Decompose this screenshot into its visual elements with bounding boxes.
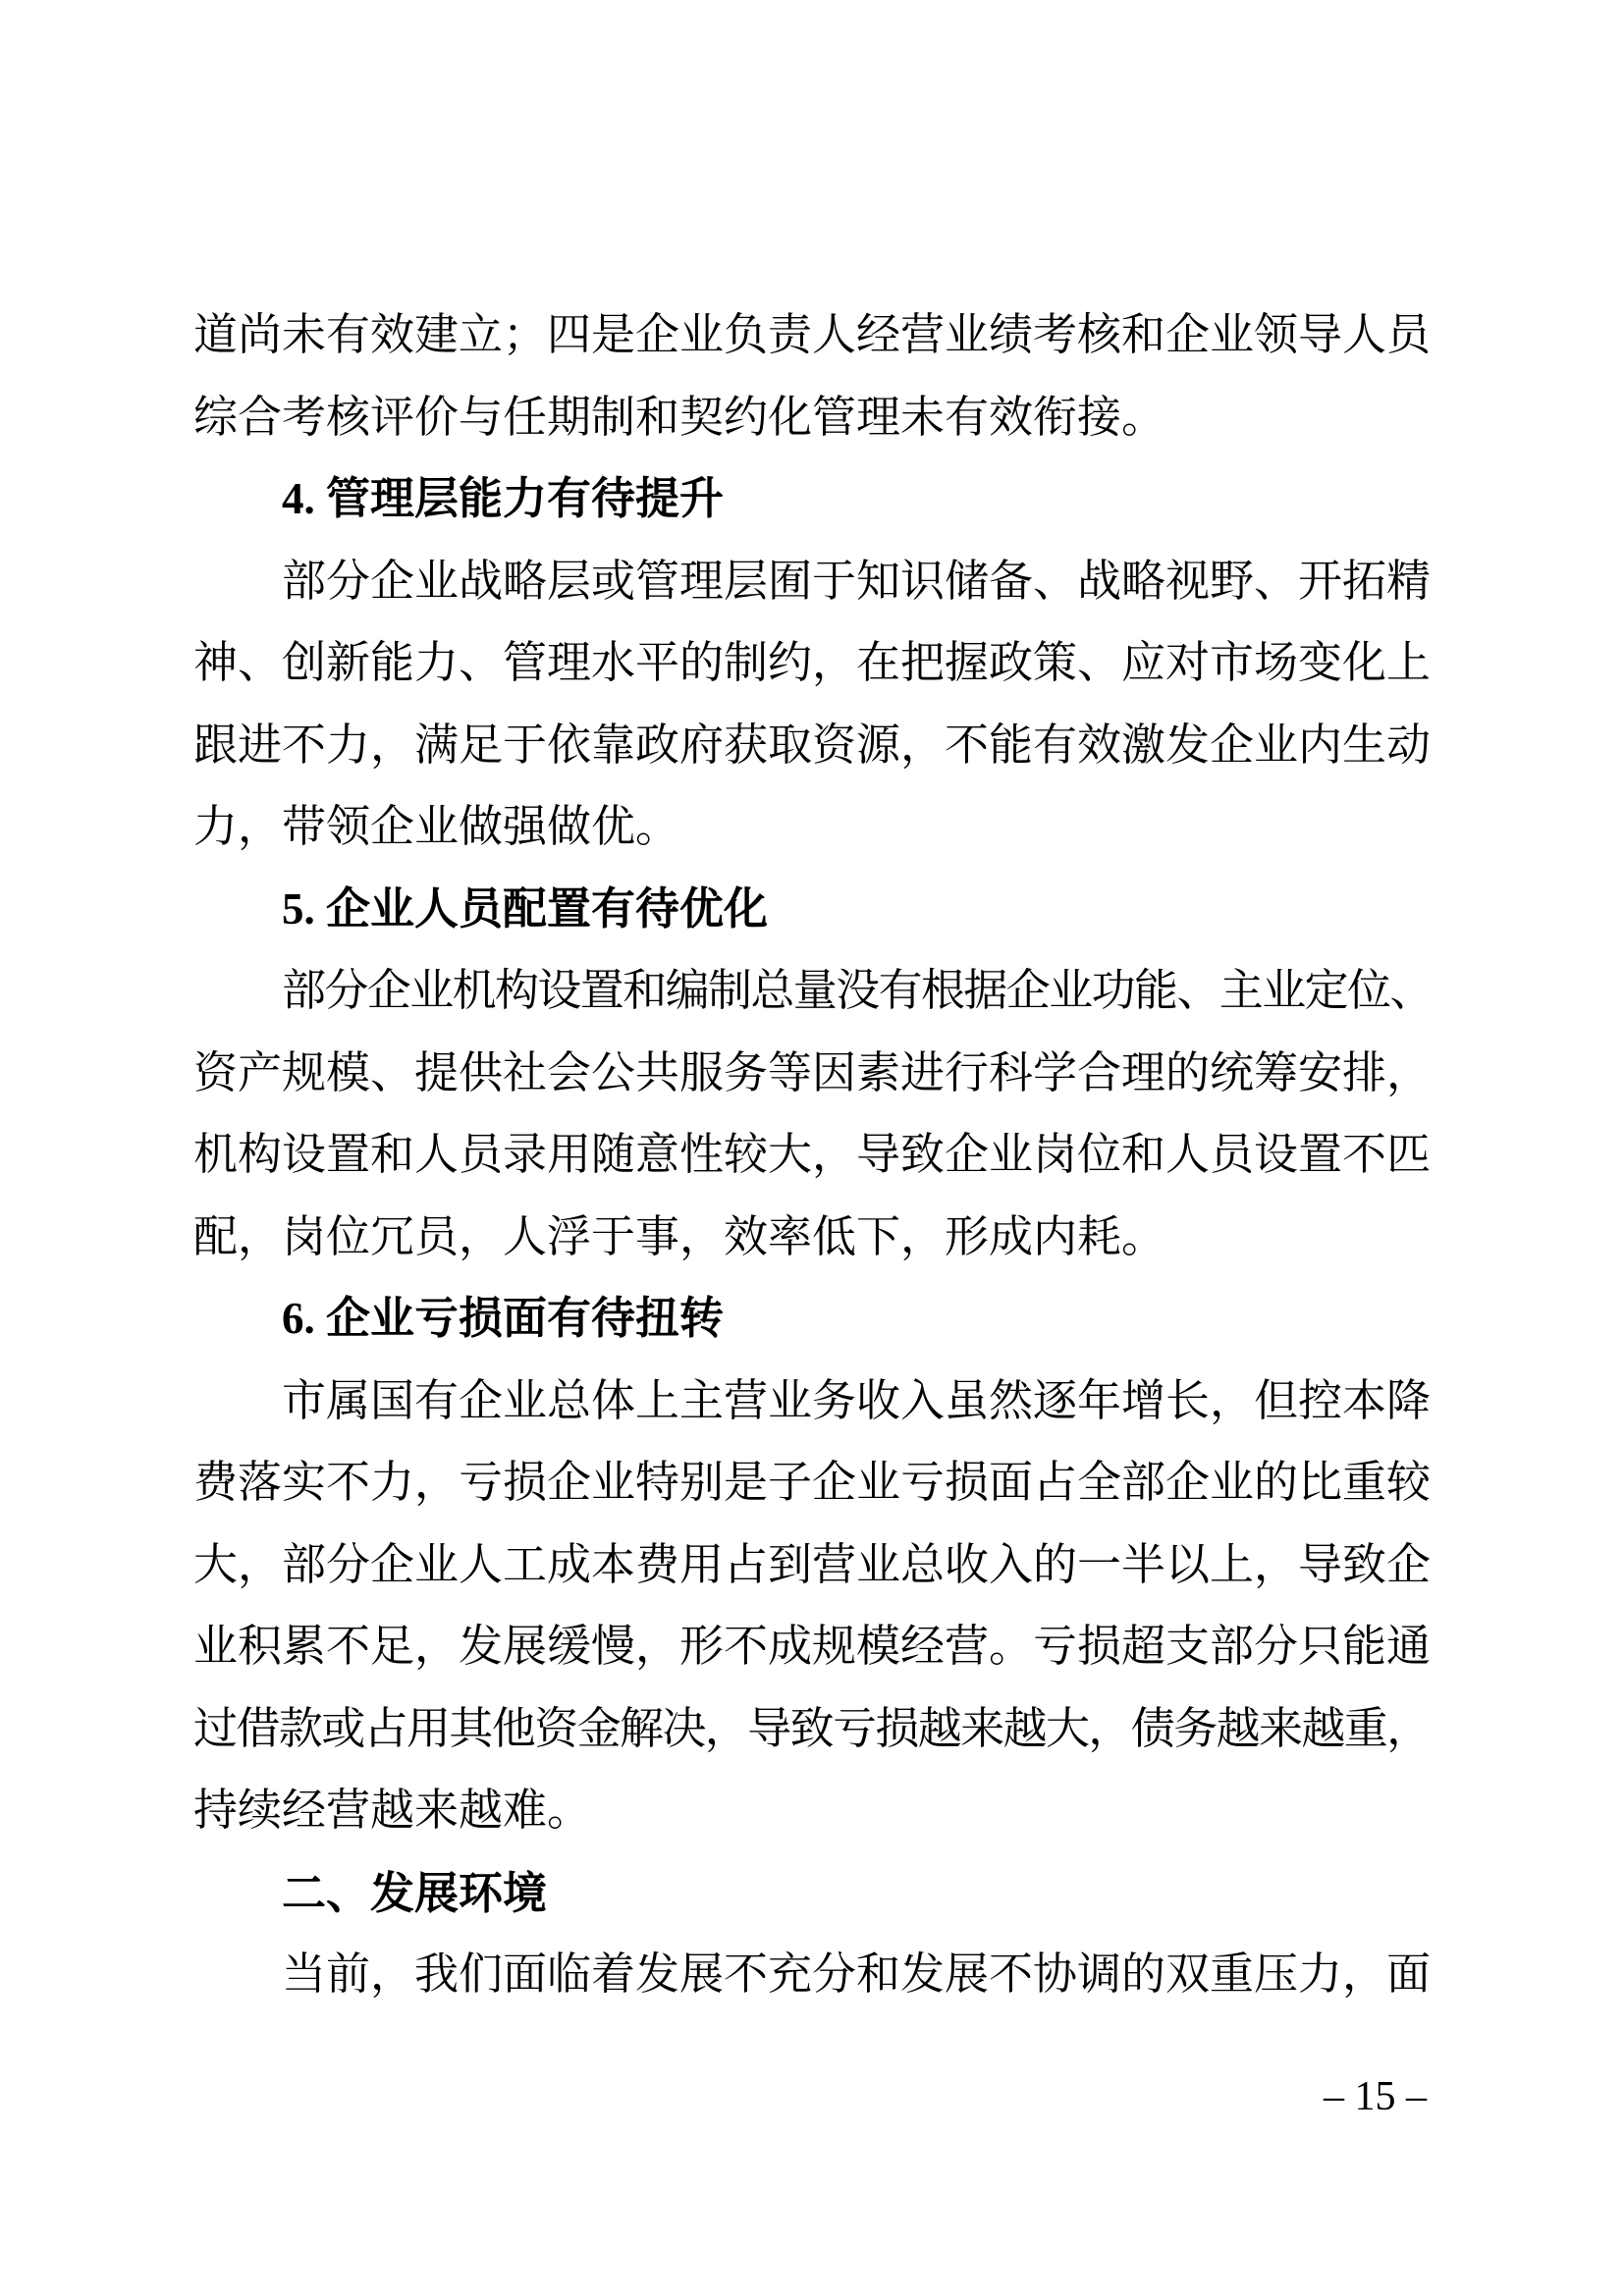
body-text-line: 配，岗位冗员，人浮于事，效率低下，形成内耗。 — [193, 1211, 1166, 1261]
body-text-line: 过借款或占用其他资金解决，导致亏损越来越大，债务越来越重， — [193, 1703, 1430, 1753]
body-text-line: 资产规模、提供社会公共服务等因素进行科学合理的统筹安排， — [193, 1047, 1432, 1097]
body-text-line: 道尚未有效建立；四是企业负责人经营业绩考核和企业领导人员 — [193, 310, 1432, 359]
body-text-line: 费落实不力，亏损企业特别是子企业亏损面占全部企业的比重较 — [193, 1458, 1432, 1507]
body-text-line: 持续经营越来越难。 — [193, 1786, 592, 1835]
section-heading-6: 6. 企业亏损面有待扭转 — [282, 1294, 725, 1343]
body-text-line: 综合考核评价与任期制和契约化管理未有效衔接。 — [193, 392, 1166, 442]
body-text-line: 大，部分企业人工成本费用占到营业总收入的一半以上，导致企 — [193, 1539, 1432, 1589]
body-text-line: 神、创新能力、管理水平的制约，在把握政策、应对市场变化上 — [193, 638, 1432, 687]
document-body — [193, 294, 1431, 2016]
body-text-line: 跟进不力，满足于依靠政府获取资源，不能有效激发企业内生动 — [193, 720, 1432, 770]
body-text-line: 当前，我们面临着发展不充分和发展不协调的双重压力，面 — [282, 1949, 1432, 1999]
page-number: – 15 – — [1324, 2074, 1427, 2119]
body-text-line: 业积累不足，发展缓慢，形不成规模经营。亏损超支部分只能通 — [193, 1622, 1432, 1671]
body-text-line: 部分企业战略层或管理层囿于知识储备、战略视野、开拓精 — [282, 556, 1432, 606]
body-text-line: 部分企业机构设置和编制总量没有根据企业功能、主业定位、 — [282, 966, 1433, 1015]
body-text-line: 机构设置和人员录用随意性较大，导致企业岗位和人员设置不匹 — [193, 1130, 1432, 1179]
chapter-heading-2: 二、发展环境 — [282, 1866, 548, 1919]
body-text-line: 力，带领企业做强做优。 — [193, 802, 680, 851]
body-text-line: 市属国有企业总体上主营业务收入虽然逐年增长，但控本降 — [282, 1375, 1432, 1425]
section-heading-5: 5. 企业人员配置有待优化 — [282, 883, 769, 934]
section-heading-4: 4. 管理层能力有待提升 — [282, 474, 725, 523]
